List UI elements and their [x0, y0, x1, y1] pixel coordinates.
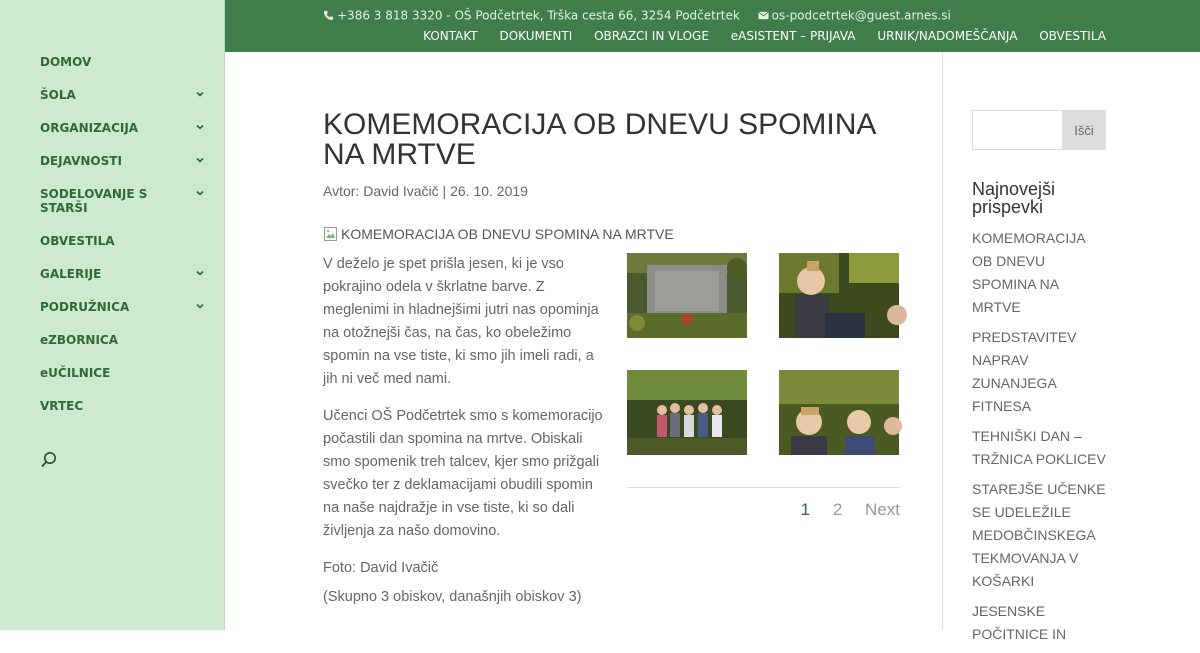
- page-2-link[interactable]: 2: [832, 500, 843, 519]
- phone-address-text: +386 3 818 3320 - OŠ Podčetrtek, Trška cesta 66, 3254 Podčetrtek: [337, 8, 740, 23]
- featured-image: [323, 226, 674, 242]
- nav-item-eucilnice[interactable]: [40, 366, 210, 380]
- top-menu-kontakt[interactable]: KONTAKT: [423, 29, 478, 43]
- nav-label: DOMOV: [40, 55, 92, 69]
- top-header: [225, 0, 1200, 52]
- mail-icon: [758, 10, 769, 21]
- nav-label: OBVESTILA: [40, 234, 115, 248]
- search-button[interactable]: Išči: [1062, 111, 1106, 149]
- top-menu-easistent[interactable]: eASISTENT – PRIJAVA: [730, 29, 856, 43]
- top-menu-obrazci[interactable]: OBRAZCI IN VLOGE: [594, 29, 709, 43]
- nav-label: eUČILNICE: [40, 366, 111, 380]
- nav-item-sola[interactable]: [40, 88, 210, 102]
- recent-post-link[interactable]: JESENSKE POČITNICE IN: [972, 603, 1067, 642]
- chevron-down-icon[interactable]: [195, 89, 205, 99]
- recent-post-link[interactable]: TEHNIŠKI DAN – TRŽNICA POKLICEV: [972, 428, 1106, 467]
- recent-posts-list: [972, 227, 1107, 653]
- recent-post-link[interactable]: PREDSTAVITEV NAPRAV ZUNANJEGA FITNESA: [972, 329, 1077, 414]
- gallery-thumbnail[interactable]: [627, 370, 747, 455]
- nav-item-ezbornica[interactable]: [40, 333, 210, 347]
- nav-item-dejavnosti[interactable]: [40, 154, 210, 168]
- gallery-thumbnail[interactable]: [627, 253, 747, 338]
- broken-image-icon: [323, 226, 339, 242]
- nav-item-domov[interactable]: [40, 55, 210, 69]
- top-menu: [405, 29, 1106, 43]
- sidebar-search: [972, 110, 1106, 150]
- recent-post-link[interactable]: KOMEMORACIJA OB DNEVU SPOMINA NA MRTVE: [972, 230, 1085, 315]
- visit-counter: (Skupno 3 obiskov, današnjih obiskov 3): [323, 589, 582, 605]
- photo-credit: Foto: David Ivačič: [323, 560, 439, 576]
- chevron-down-icon[interactable]: [195, 268, 205, 278]
- nav-label: VRTEC: [40, 399, 84, 413]
- nav-label: SODELOVANJE S STARŠI: [40, 187, 148, 215]
- top-menu-urnik[interactable]: URNIK/NADOMEŠČANJA: [877, 29, 1018, 43]
- article-body: [323, 253, 603, 623]
- article-title: KOMEMORACIJA OB DNEVU SPOMINA NA MRTVE: [323, 108, 875, 171]
- phone-icon: [323, 10, 334, 21]
- gallery-thumbnail[interactable]: [779, 253, 899, 338]
- nav-label: GALERIJE: [40, 267, 102, 281]
- nav-label: ORGANIZACIJA: [40, 121, 139, 135]
- content-divider: [942, 52, 943, 630]
- left-sidebar: [0, 0, 225, 630]
- recent-post-link[interactable]: STAREJŠE UČENKE SE UDELEŽILE MEDOBČINSKEGA TEKMOVANJA V KOŠARKI: [972, 481, 1106, 589]
- recent-posts-title: Najnovejši prispevki: [972, 179, 1056, 217]
- article-paragraph: Učenci OŠ Podčetrtek smo s komemoracijo počastili dan spomina na mrtve. Obiskali smo spomenik treh talcev, kjer smo prižgali svečko ter z deklamacijami obudili spomin na naše najdražje in vse tiste, ki so dali življenja za našo domovino.: [323, 408, 603, 539]
- top-menu-dokumenti[interactable]: DOKUMENTI: [499, 29, 573, 43]
- gallery-pagination-divider: [627, 487, 900, 488]
- nav-label: PODRUŽNICA: [40, 300, 130, 314]
- gallery-pagination: [783, 500, 900, 520]
- featured-image-alt: KOMEMORACIJA OB DNEVU SPOMINA NA MRTVE: [341, 226, 674, 242]
- page-1-link[interactable]: 1: [800, 500, 811, 519]
- nav-item-vrtec[interactable]: [40, 399, 210, 413]
- top-menu-obvestila[interactable]: OBVESTILA: [1039, 29, 1106, 43]
- chevron-down-icon[interactable]: [195, 155, 205, 165]
- nav-item-podruznica[interactable]: [40, 300, 210, 314]
- article-meta: Avtor: David Ivačič | 26. 10. 2019: [323, 183, 528, 199]
- sidebar-search-input[interactable]: [973, 111, 1062, 149]
- article-paragraph: V deželo je spet prišla jesen, ki je vso pokrajino odela v škrlatne barve. Z meglenimi in hladnejšimi jutri nas opominja na otožnejši čas, na čas, ko obeležimo spomin na vse tiste, ki smo jih imeli radi, a jih ni več med nami.: [323, 256, 599, 387]
- gallery-thumbnail[interactable]: [779, 370, 899, 455]
- next-page-link[interactable]: Next: [865, 500, 900, 519]
- search-icon[interactable]: [40, 451, 58, 469]
- nav-label: eZBORNICA: [40, 333, 119, 347]
- contact-info: [323, 8, 951, 23]
- chevron-down-icon[interactable]: [195, 301, 205, 311]
- nav-item-obvestila[interactable]: [40, 234, 210, 248]
- nav-item-organizacija[interactable]: [40, 121, 210, 135]
- nav-item-galerije[interactable]: [40, 267, 210, 281]
- chevron-down-icon[interactable]: [195, 122, 205, 132]
- email-link[interactable]: os-podcetrtek@guest.arnes.si: [771, 8, 951, 23]
- nav-label: ŠOLA: [40, 88, 76, 102]
- nav-label: DEJAVNOSTI: [40, 154, 122, 168]
- nav-item-sodelovanje[interactable]: [40, 187, 210, 215]
- chevron-down-icon[interactable]: [195, 188, 205, 198]
